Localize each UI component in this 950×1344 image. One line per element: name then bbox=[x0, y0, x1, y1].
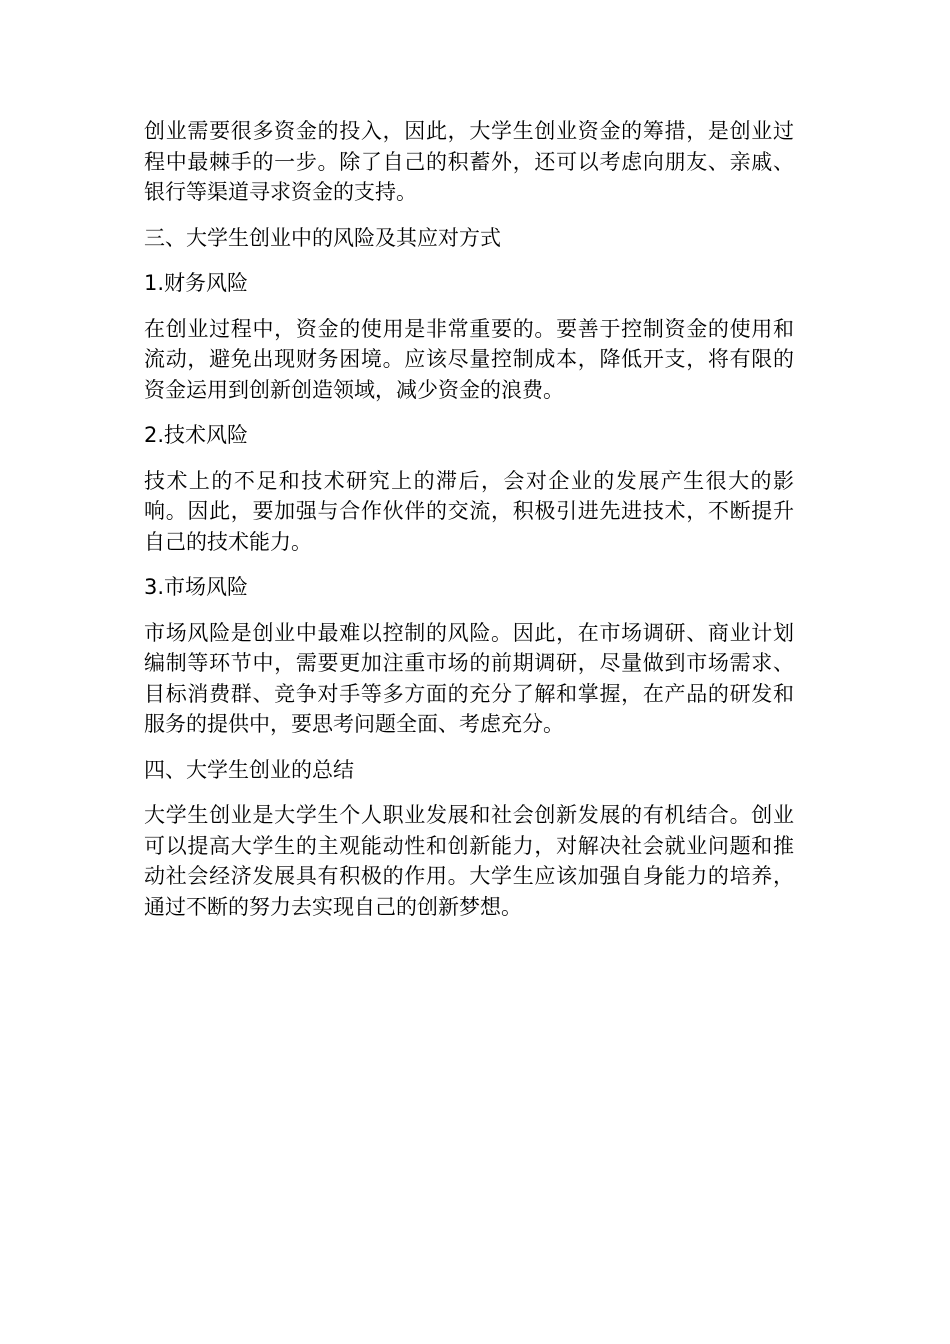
paragraph-financial-risk: 在创业过程中，资金的使用是非常重要的。要善于控制资金的使用和流动，避免出现财务困境。应该尽量控制成本，降低开支，将有限的资金运用到创新创造领域，减少资金的浪费。 bbox=[144, 316, 794, 402]
paragraph-funding: 创业需要很多资金的投入，因此，大学生创业资金的筹措，是创业过程中最棘手的一步。除了自己的积蓄外，还可以考虑向朋友、亲戚、银行等渠道寻求资金的支持。 bbox=[144, 119, 794, 204]
subheading-market-risk: 3.市场风险 bbox=[144, 575, 249, 599]
paragraph-summary: 大学生创业是大学生个人职业发展和社会创新发展的有机结合。创业可以提高大学生的主观能动性和创新能力，对解决社会就业问题和推动社会经济发展具有积极的作用。大学生应该加强自身能力的培养，通过不断的努力去实现自己的创新梦想。 bbox=[144, 803, 794, 919]
section-heading-summary: 四、大学生创业的总结 bbox=[144, 757, 354, 782]
document-page bbox=[144, 116, 794, 937]
subheading-technical-risk: 2.技术风险 bbox=[144, 423, 249, 447]
paragraph-market-risk: 市场风险是创业中最难以控制的风险。因此，在市场调研、商业计划编制等环节中，需要更加注重市场的前期调研，尽量做到市场需求、目标消费群、竞争对手等多方面的充分了解和掌握，在产品的研发和服务的提供中，要思考问题全面、考虑充分。 bbox=[144, 620, 794, 736]
paragraph-technical-risk: 技术上的不足和技术研究上的滞后，会对企业的发展产生很大的影响。因此，要加强与合作伙伴的交流，积极引进先进技术，不断提升自己的技术能力。 bbox=[144, 468, 794, 554]
section-heading-risks: 三、大学生创业中的风险及其应对方式 bbox=[144, 225, 501, 250]
subheading-financial-risk: 1.财务风险 bbox=[144, 271, 249, 295]
